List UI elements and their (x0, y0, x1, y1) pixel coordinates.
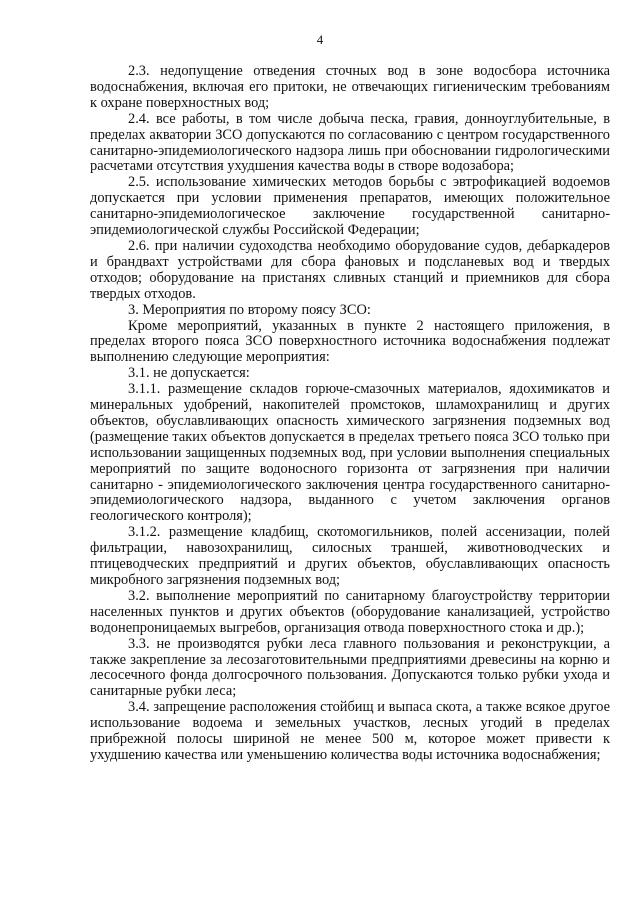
paragraph-2-6: 2.6. при наличии судоходства необходимо оборудование судов, дебаркадеров и брандвахт устройствами для сбора фановых и подсланевых вод и твердых отходов; оборудование на пристанях сливных станций и приемников для сбора твердых отходов. (90, 237, 610, 302)
paragraph-3-2: 3.2. выполнение мероприятий по санитарному благоустройству территории населенных пунктов и других объектов (оборудование канализацией, устройство водонепроницаемых выгребов, организация отвода поверхностного стока и др.); (90, 587, 610, 636)
paragraph-3-3: 3.3. не производятся рубки леса главного пользования и реконструкции, а также закрепление за лесозаготовительными предприятиями древесины на корню и лесосечного фонда долгосрочного пользования. Допускаются только рубки ухода и санитарные рубки леса; (90, 635, 610, 700)
paragraph-3-1-2: 3.1.2. размещение кладбищ, скотомогильников, полей ассенизации, полей фильтрации, навозохранилищ, силосных траншей, животноводческих и птицеводческих предприятий и других объектов, обуславливающих опасность микробного загрязнения подземных вод; (90, 524, 610, 588)
paragraph-3-1-1: 3.1.1. размещение складов горюче-смазочных материалов, ядохимикатов и минеральных удобрений, накопителей промстоков, шламохранилищ и других объектов, обуславливающих опасность химического загрязнения подземных вод (размещение таких объектов допускается в пределах третьего пояса ЗСО только при использовании защищенных подземных вод, при условии выполнения специальных мероприятий по защите водоносного горизонта от загрязнения при наличии санитарно - эпидемиологического заключения центра государственного санитарно-эпидемиологического надзора, выданного с учетом заключения органов геологического контроля); (90, 381, 610, 525)
paragraph-2-3: 2.3. недопущение отведения сточных вод в зоне водосбора источника водоснабжения, включая его притоки, не отвечающих гигиеническим требованиям к охране поверхностных вод; (90, 63, 610, 111)
document-body (90, 64, 610, 764)
paragraph-2-5: 2.5. использование химических методов борьбы с эвтрофикацией водоемов допускается при условии применения препаратов, имеющих положительное санитарно-эпидемиологическое заключение государственной санитарно-эпидемиологической службы Российской Федерации; (90, 174, 610, 239)
paragraph-3-1: 3.1. не допускается: (128, 365, 250, 382)
paragraph-3-intro: Кроме мероприятий, указанных в пункте 2 настоящего приложения, в пределах второго пояса ЗСО поверхностного источника водоснабжения подлежат выполнению следующие мероприятия: (90, 317, 610, 366)
page-number: 4 (316, 32, 324, 47)
paragraph-3-4: 3.4. запрещение расположения стойбищ и выпаса скота, а также всякое другое использование водоема и земельных участков, лесных угодий в пределах прибрежной полосы шириной не менее 500 м, которое может привести к ухудшению качества или уменьшению количества воды источника водоснабжения; (90, 699, 610, 763)
paragraph-2-4: 2.4. все работы, в том числе добыча песка, гравия, донноуглубительные, в пределах акватории ЗСО допускаются по согласованию с центром государственного санитарно-эпидемиологического надзора лишь при обосновании гидрологическими расчетами отсутствия ухудшения качества воды в створе водозабора; (90, 110, 610, 175)
section-3-heading: 3. Мероприятия по второму поясу ЗСО: (128, 301, 371, 318)
